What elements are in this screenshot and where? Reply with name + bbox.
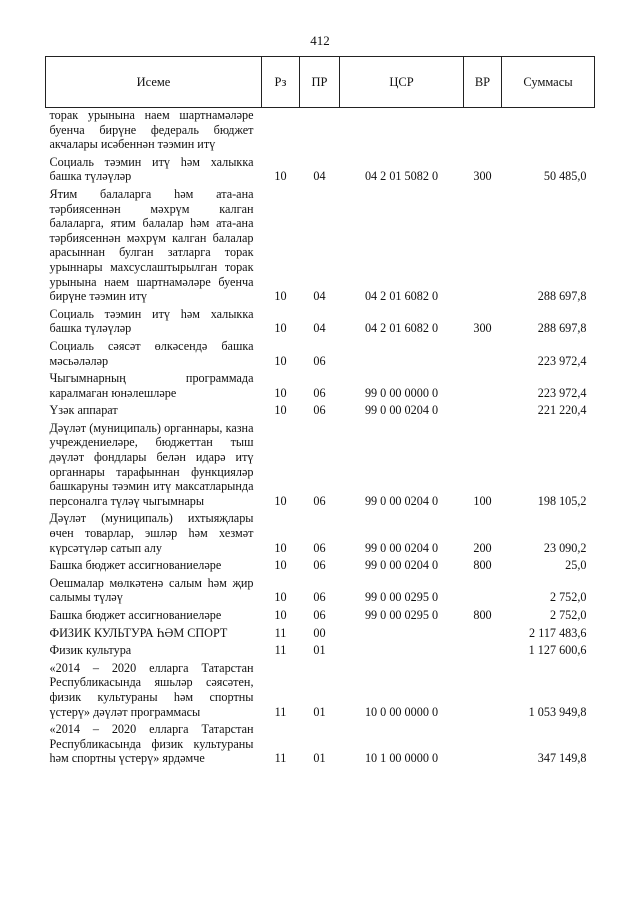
header-rz: Рз xyxy=(262,57,300,108)
cell-rz xyxy=(262,108,300,152)
cell-rz: 10 xyxy=(274,169,287,184)
header-pr: ПР xyxy=(300,57,340,108)
cell-rz: 10 xyxy=(274,558,287,573)
cell-rz: 11 xyxy=(274,704,287,719)
cell-csr xyxy=(340,640,464,658)
cell-sum: 2 752,0 xyxy=(549,608,587,622)
cell-sum: 223 972,4 xyxy=(537,385,587,400)
cell-sum: 2 752,0 xyxy=(549,590,587,605)
cell-vr xyxy=(464,336,502,368)
cell-rz: 10 xyxy=(274,385,287,400)
cell-pr: 00 xyxy=(313,625,326,640)
cell-name: «2014 – 2020 елларга Татарстан Республикасында физик культураны һәм спортны үстерү» ярдәмче xyxy=(49,722,254,766)
cell-csr: 99 0 00 0204 0 xyxy=(364,558,439,573)
cell-name: ФИЗИК КУЛЬТУРА ҺӘМ СПОРТ xyxy=(49,625,228,640)
cell-name: Үзәк аппарат xyxy=(49,403,118,418)
cell-csr: 10 1 00 0000 0 xyxy=(364,751,439,766)
cell-name: Чыгымнарның программада каралмаган юнәлешләре xyxy=(49,371,254,400)
cell-vr: 200 xyxy=(473,540,492,555)
cell-csr: 04 2 01 6082 0 xyxy=(364,289,439,304)
cell-vr xyxy=(464,368,502,400)
cell-csr xyxy=(340,623,464,641)
cell-sum: 50 485,0 xyxy=(543,169,587,184)
cell-vr xyxy=(464,719,502,766)
cell-csr: 04 2 01 5082 0 xyxy=(364,169,439,184)
table-row xyxy=(46,640,595,658)
cell-name: Дәүләт (муниципаль) ихтыяҗлары өчен товарлар, эшләр һәм хезмәт күрсәтүләр сатып алу xyxy=(49,511,254,555)
cell-csr: 99 0 00 0000 0 xyxy=(364,385,439,400)
cell-vr xyxy=(464,400,502,418)
cell-csr: 04 2 01 6082 0 xyxy=(364,321,439,336)
cell-vr: 300 xyxy=(473,321,492,336)
cell-pr: 06 xyxy=(313,385,326,400)
cell-pr: 06 xyxy=(313,590,326,605)
cell-sum xyxy=(502,108,595,152)
page-number: 412 xyxy=(310,33,330,48)
cell-rz: 10 xyxy=(274,321,287,336)
cell-sum: 347 149,8 xyxy=(537,751,587,766)
cell-pr: 01 xyxy=(313,643,326,658)
cell-csr: 99 0 00 0295 0 xyxy=(364,608,439,622)
cell-csr xyxy=(340,336,464,368)
cell-pr: 06 xyxy=(313,353,326,368)
cell-csr: 99 0 00 0204 0 xyxy=(364,540,439,555)
cell-rz: 10 xyxy=(274,403,287,418)
cell-sum: 25,0 xyxy=(565,558,587,573)
cell-name: торак урынына наем шартнамәләре буенча бирүне федераль бюджет акчалары исәбеннән тәэмин итү xyxy=(49,108,254,152)
cell-pr: 06 xyxy=(313,403,326,418)
cell-vr xyxy=(464,108,502,152)
cell-vr: 300 xyxy=(473,169,492,184)
cell-name: Башка бюджет ассигнованиеләре xyxy=(49,558,222,573)
cell-csr: 99 0 00 0204 0 xyxy=(364,403,439,418)
cell-pr xyxy=(300,108,340,152)
cell-rz: 10 xyxy=(274,608,287,622)
budget-table xyxy=(45,56,595,766)
cell-name: Ятим балаларга һәм ата-ана тәрбиясеннән мәхрүм калган балаларга, ятим балалар һәм ата-ана тәрбиясеннән мәхрүм калган балалар арасыннан булган затларга торак урыннары махсуслаштырылган торак урынына наем шартнамәләре буенча бирүне тәэмин итү xyxy=(49,186,254,304)
cell-sum: 2 117 483,6 xyxy=(529,625,587,640)
cell-vr xyxy=(464,184,502,304)
cell-sum: 288 697,8 xyxy=(537,289,587,304)
cell-rz: 10 xyxy=(274,353,287,368)
cell-pr: 04 xyxy=(313,289,326,304)
table-row xyxy=(46,418,595,509)
cell-name: Социаль тәэмин итү һәм халыкка башка түләүләр xyxy=(49,306,254,336)
table-row xyxy=(46,623,595,641)
cell-pr: 06 xyxy=(313,558,326,573)
cell-vr: 800 xyxy=(473,558,492,573)
cell-rz: 10 xyxy=(274,289,287,304)
cell-sum: 288 697,8 xyxy=(537,321,587,336)
cell-vr xyxy=(464,623,502,641)
cell-sum: 221 220,4 xyxy=(537,403,587,418)
table-row xyxy=(46,304,595,336)
cell-csr: 99 0 00 0295 0 xyxy=(364,590,439,605)
table-header-row xyxy=(46,57,595,108)
table-row xyxy=(46,719,595,766)
cell-csr: 10 0 00 0000 0 xyxy=(364,704,439,719)
table-row xyxy=(46,573,595,605)
table-row xyxy=(46,108,595,152)
header-name: Исеме xyxy=(46,57,262,108)
cell-csr xyxy=(340,108,464,152)
cell-vr xyxy=(464,573,502,605)
cell-name: Дәүләт (муниципаль) органнары, казна учреждениеләре, бюджеттан тыш дәүләт фондлары белән идарә итү органнары тарафыннан функцияләр башкаруны тәэмин итү максатларында персоналга түләү чыгымнары xyxy=(49,420,254,508)
cell-name: «2014 – 2020 елларга Татарстан Республикасында яшьләр сәясәтен, физик культураны һәм спортны үстерү» дәүләт программасы xyxy=(49,660,254,719)
cell-rz: 10 xyxy=(274,590,287,605)
cell-sum: 198 105,2 xyxy=(537,493,587,508)
cell-sum: 223 972,4 xyxy=(537,353,587,368)
cell-sum: 23 090,2 xyxy=(543,540,587,555)
cell-vr xyxy=(464,658,502,719)
table-row xyxy=(46,400,595,418)
table-row xyxy=(46,336,595,368)
table-row xyxy=(46,605,595,623)
cell-csr: 99 0 00 0204 0 xyxy=(364,493,439,508)
cell-name: Башка бюджет ассигнованиеләре xyxy=(49,608,222,622)
table-row xyxy=(46,508,595,555)
table-row xyxy=(46,184,595,304)
cell-pr: 04 xyxy=(313,321,326,336)
header-sum: Суммасы xyxy=(502,57,595,108)
cell-pr: 04 xyxy=(313,169,326,184)
header-csr: ЦСР xyxy=(340,57,464,108)
cell-rz: 10 xyxy=(274,540,287,555)
cell-rz: 10 xyxy=(274,493,287,508)
cell-rz: 11 xyxy=(274,625,287,640)
cell-vr: 100 xyxy=(473,493,492,508)
cell-vr: 800 xyxy=(473,608,492,622)
cell-sum: 1 053 949,8 xyxy=(528,704,587,719)
cell-pr: 06 xyxy=(313,608,326,622)
cell-name: Оешмалар мөлкәтенә салым һәм җир салымы түләү xyxy=(49,575,254,605)
cell-rz: 11 xyxy=(274,751,287,766)
table-row xyxy=(46,152,595,184)
cell-pr: 01 xyxy=(313,704,326,719)
cell-pr: 01 xyxy=(313,751,326,766)
cell-pr: 06 xyxy=(313,493,326,508)
cell-pr: 06 xyxy=(313,540,326,555)
table-row xyxy=(46,555,595,573)
cell-sum: 1 127 600,6 xyxy=(528,643,587,658)
header-vr: ВР xyxy=(464,57,502,108)
table-row xyxy=(46,368,595,400)
cell-name: Физик культура xyxy=(49,643,132,658)
cell-name: Социаль сәясәт өлкәсендә башка мәсьәләләр xyxy=(49,338,254,368)
cell-name: Социаль тәэмин итү һәм халыкка башка түләүләр xyxy=(49,154,254,184)
cell-vr xyxy=(464,640,502,658)
table-row xyxy=(46,658,595,719)
cell-rz: 11 xyxy=(274,643,287,658)
